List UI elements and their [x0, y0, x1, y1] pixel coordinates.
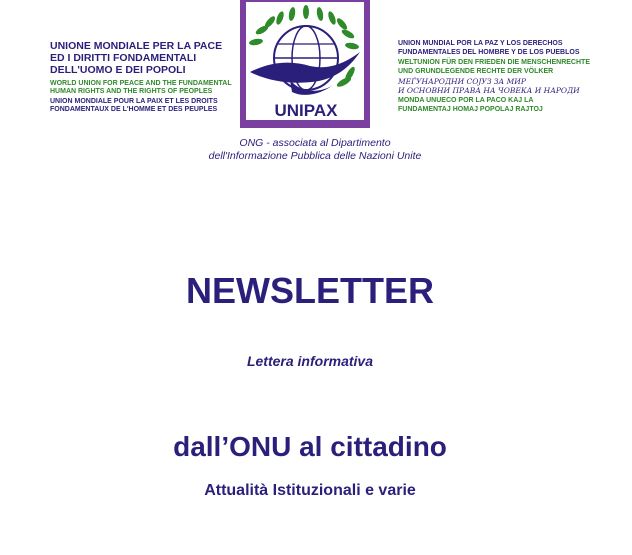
header-right-block — [398, 40, 598, 114]
org-name-es-line1: UNION MUNDIAL POR LA PAZ Y LOS DERECHOS — [398, 40, 563, 47]
org-name-mk-line1: МЕЃУНАРОДНИ СОЈУЗ ЗА МИР — [398, 77, 526, 86]
org-name-en-line2: HUMAN RIGHTS AND THE RIGHTS OF PEOPLES — [50, 88, 213, 95]
org-name-en-line1: WORLD UNION FOR PEACE AND THE FUNDAMENTAL — [50, 80, 232, 87]
org-name-it-line2: ED I DIRITTI FONDAMENTALI — [50, 52, 197, 64]
org-name-de-line1: WELTUNION FÜR DEN FRIEDEN DIE MENSCHENRECHTE — [398, 59, 590, 66]
ong-affiliation — [190, 137, 440, 163]
org-name-fr-line1: UNION MONDIALE POUR LA PAIX ET LES DROITS — [50, 98, 218, 105]
org-name-eo-line2: FUNDAMENTAJ HOMAJ POPOLAJ RAJTOJ — [398, 105, 543, 113]
org-name-it-line3: DELL'UOMO E DEI POPOLI — [50, 64, 186, 76]
section-subheading: Attualità Istituzionali e varie — [204, 482, 416, 499]
ong-line2: dell'Informazione Pubblica delle Nazioni Unite — [208, 150, 422, 162]
page-subtitle: Lettera informativa — [246, 353, 374, 369]
section-heading: dall’ONU al cittadino — [173, 431, 447, 462]
header-left-block — [50, 40, 240, 114]
org-name-mk-line2: И ОСНОВНИ ПРАВА НА ЧОВЕКА И НАРОДИ — [398, 85, 580, 95]
org-name-fr-line2: FONDAMENTAUX DE L'HOMME ET DES PEUPLES — [50, 106, 218, 113]
logo-dove-globe-icon — [240, 0, 370, 128]
org-name-de-line2: UND GRUNDLEGENDE RECHTE DER VÖLKER — [398, 67, 554, 75]
org-name-it-line1: UNIONE MONDIALE PER LA PACE — [50, 40, 223, 52]
org-name-eo-line1: MONDA UNUECO POR LA PACO KAJ LA — [398, 97, 534, 104]
logo-text: UNIPAX — [274, 101, 338, 120]
page-title: NEWSLETTER — [186, 270, 434, 311]
org-name-es-line2: FUNDAMENTALES DEL HOMBRE Y DE LOS PUEBLOS — [398, 48, 580, 56]
unipax-logo — [240, 0, 370, 128]
ong-line1: ONG - associata al Dipartimento — [239, 137, 391, 149]
